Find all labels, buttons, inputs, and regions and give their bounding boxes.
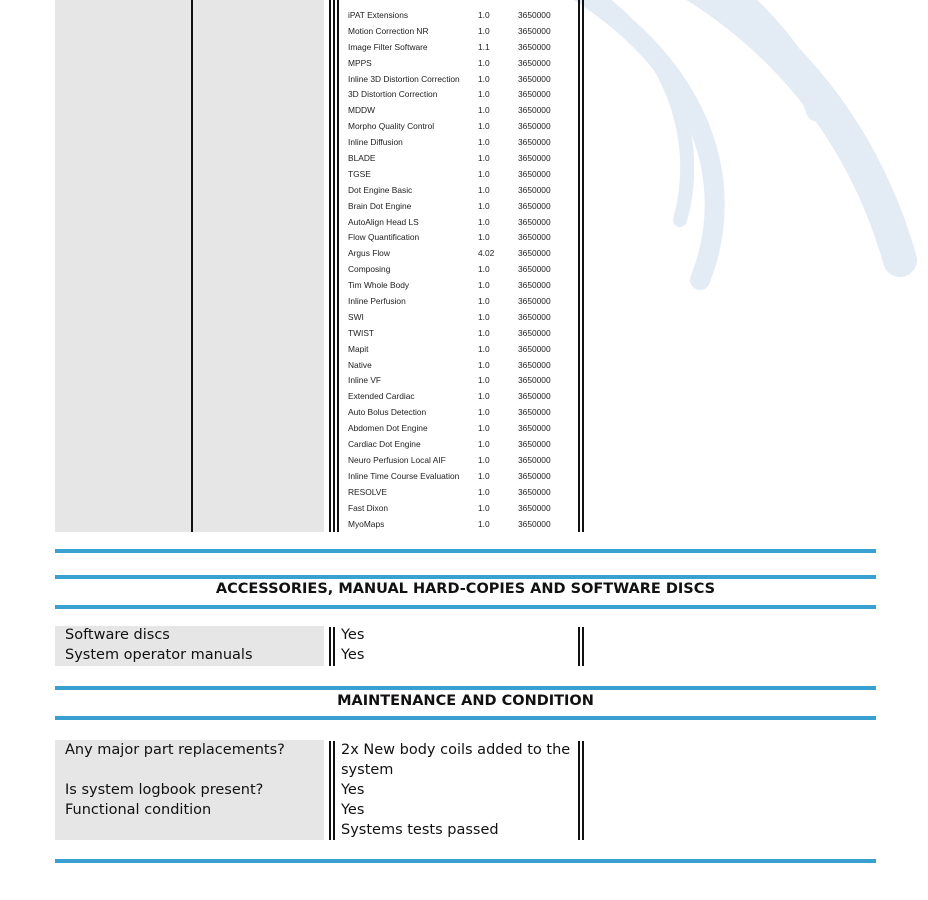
software-option-version: 1.0 (478, 105, 490, 116)
top-label-column (55, 0, 324, 532)
software-option-name: Inline Diffusion (348, 137, 403, 148)
software-option-version: 1.0 (478, 502, 490, 513)
software-option-row (348, 215, 578, 231)
software-option-row (348, 199, 578, 215)
column-divider (582, 0, 584, 532)
row-value: system (341, 762, 394, 778)
software-option-version: 1.0 (478, 168, 490, 179)
software-option-row (348, 485, 578, 501)
software-option-row (348, 453, 578, 469)
column-divider (329, 741, 331, 840)
software-option-license: 3650000 (518, 502, 551, 513)
software-option-version: 1.0 (478, 423, 490, 434)
software-option-license: 3650000 (518, 391, 551, 402)
software-option-license: 3650000 (518, 200, 551, 211)
software-option-license: 3650000 (518, 375, 551, 386)
software-option-name: MDDW (348, 105, 375, 116)
software-option-license: 3650000 (518, 296, 551, 307)
software-option-license: 3650000 (518, 359, 551, 370)
software-option-version: 1.0 (478, 486, 490, 497)
software-option-version: 1.0 (478, 232, 490, 243)
software-option-row (348, 389, 578, 405)
row-value: Yes (341, 627, 365, 643)
software-option-row (348, 167, 578, 183)
software-option-row (348, 342, 578, 358)
software-option-license: 3650000 (518, 486, 551, 497)
software-option-license: 3650000 (518, 57, 551, 68)
software-option-row (348, 135, 578, 151)
software-option-license: 3650000 (518, 454, 551, 465)
software-option-name: Image Filter Software (348, 41, 428, 52)
software-option-license: 3650000 (518, 216, 551, 227)
software-option-row (348, 469, 578, 485)
software-option-version: 1.0 (478, 391, 490, 402)
software-option-version: 1.0 (478, 375, 490, 386)
software-option-version: 1.0 (478, 264, 490, 275)
software-option-version: 1.0 (478, 57, 490, 68)
software-option-license: 3650000 (518, 10, 551, 20)
software-option-license: 3650000 (518, 232, 551, 243)
row-value: Yes (341, 647, 365, 663)
software-option-version: 1.0 (478, 153, 490, 164)
software-option-row (348, 437, 578, 453)
software-option-license: 3650000 (518, 248, 551, 259)
software-option-name: AutoAlign Head LS (348, 216, 419, 227)
software-option-row (348, 326, 578, 342)
software-option-name: BLADE (348, 153, 376, 164)
software-option-name: SWI (348, 311, 364, 322)
software-option-name: Inline Time Course Evaluation (348, 470, 460, 481)
software-option-name: TWIST (348, 327, 375, 338)
software-option-name: Neuro Perfusion Local AIF (348, 454, 446, 465)
software-option-license: 3650000 (518, 89, 551, 100)
software-option-row (348, 262, 578, 278)
software-option-name: Auto Bolus Detection (348, 407, 427, 418)
software-option-row (348, 517, 578, 533)
software-option-license: 3650000 (518, 137, 551, 148)
row-label: System operator manuals (65, 647, 253, 663)
software-option-version: 1.1 (478, 41, 490, 52)
software-option-version: 1.0 (478, 327, 490, 338)
software-option-version: 1.0 (478, 89, 490, 100)
accessories-section-title: ACCESSORIES, MANUAL HARD-COPIES AND SOFTWARE DISCS (215, 581, 716, 597)
software-option-version: 1.0 (478, 470, 490, 481)
software-option-name: Brain Dot Engine (348, 200, 412, 211)
software-option-version: 1.0 (478, 280, 490, 291)
software-option-row (348, 310, 578, 326)
column-divider (333, 741, 335, 840)
software-option-license: 3650000 (518, 311, 551, 322)
software-option-version: 1.0 (478, 311, 490, 322)
software-option-license: 3650000 (518, 168, 551, 179)
software-option-license: 3650000 (518, 25, 551, 36)
software-option-version: 1.0 (478, 439, 490, 450)
software-option-name: MPPS (348, 57, 372, 68)
software-option-name: Composing (348, 264, 391, 275)
column-divider (333, 0, 335, 532)
maintenance-section-title: MAINTENANCE AND CONDITION (337, 693, 594, 709)
section-rule (55, 605, 876, 609)
column-divider (329, 627, 331, 666)
row-value: Yes (341, 802, 365, 818)
software-option-license: 3650000 (518, 153, 551, 164)
column-divider (582, 741, 584, 840)
software-option-license: 3650000 (518, 423, 551, 434)
column-divider (191, 0, 193, 532)
section-rule (55, 686, 876, 690)
software-option-row (348, 56, 578, 72)
software-option-row (348, 294, 578, 310)
software-option-name: Argus Flow (348, 248, 390, 259)
software-option-version: 1.0 (478, 296, 490, 307)
software-option-row (348, 24, 578, 40)
software-option-name: Flow Quantification (348, 232, 420, 243)
row-label: Functional condition (65, 802, 212, 818)
software-option-license: 3650000 (518, 121, 551, 132)
software-option-name: Motion Correction NR (348, 25, 429, 36)
software-option-name: Inline Perfusion (348, 296, 406, 307)
row-label: Software discs (65, 627, 170, 643)
software-option-version: 4.02 (478, 248, 495, 259)
row-label: Is system logbook present? (65, 782, 264, 798)
software-option-license: 3650000 (518, 184, 551, 195)
software-option-row (348, 8, 578, 24)
software-option-row (348, 183, 578, 199)
software-option-license: 3650000 (518, 327, 551, 338)
software-option-name: Native (348, 359, 372, 370)
software-option-license: 3650000 (518, 264, 551, 275)
software-option-name: Abdomen Dot Engine (348, 423, 428, 434)
software-option-name: TGSE (348, 168, 371, 179)
section-rule (55, 716, 876, 720)
column-divider (578, 741, 580, 840)
software-option-version: 1.0 (478, 359, 490, 370)
column-divider (333, 627, 335, 666)
software-option-row (348, 119, 578, 135)
software-option-name: Mapit (348, 343, 369, 354)
software-option-license: 3650000 (518, 343, 551, 354)
software-option-version: 1.0 (478, 216, 490, 227)
software-option-version: 1.0 (478, 121, 490, 132)
software-option-row (348, 358, 578, 374)
column-divider (578, 0, 580, 532)
software-option-version: 1.0 (478, 343, 490, 354)
software-option-name: Inline VF (348, 375, 382, 386)
software-option-row (348, 72, 578, 88)
software-option-license: 3650000 (518, 518, 551, 529)
software-option-version: 1.0 (478, 137, 490, 148)
software-option-row (348, 151, 578, 167)
software-option-version: 1.0 (478, 454, 490, 465)
column-divider (329, 0, 331, 532)
software-option-name: Fast Dixon (348, 502, 389, 513)
software-option-name: Cardiac Dot Engine (348, 439, 421, 450)
software-option-version: 1.0 (478, 10, 490, 20)
software-option-license: 3650000 (518, 41, 551, 52)
section-rule (55, 859, 876, 863)
column-divider (337, 0, 339, 532)
column-divider (582, 627, 584, 666)
software-option-name: MyoMaps (348, 518, 385, 529)
software-option-row (348, 405, 578, 421)
software-option-license: 3650000 (518, 280, 551, 291)
software-option-name: iPAT Extensions (348, 10, 409, 20)
software-option-license: 3650000 (518, 105, 551, 116)
software-option-row (348, 278, 578, 294)
software-option-version: 1.0 (478, 407, 490, 418)
software-option-name: Tim Whole Body (348, 280, 410, 291)
software-option-version: 1.0 (478, 518, 490, 529)
software-option-name: RESOLVE (348, 486, 387, 497)
software-option-row (348, 246, 578, 262)
software-option-version: 1.0 (478, 184, 490, 195)
software-option-row (348, 421, 578, 437)
software-option-name: Morpho Quality Control (348, 121, 435, 132)
software-option-name: Dot Engine Basic (348, 184, 413, 195)
software-option-license: 3650000 (518, 470, 551, 481)
software-option-row (348, 87, 578, 103)
software-option-row (348, 501, 578, 517)
software-option-license: 3650000 (518, 439, 551, 450)
column-divider (578, 627, 580, 666)
software-option-row (348, 40, 578, 56)
row-label: Any major part replacements? (65, 742, 285, 758)
section-rule (55, 549, 876, 553)
software-option-license: 3650000 (518, 73, 551, 84)
software-option-license: 3650000 (518, 407, 551, 418)
row-value: 2x New body coils added to the (341, 742, 571, 758)
section-rule (55, 575, 876, 579)
software-option-version: 1.0 (478, 200, 490, 211)
row-value: Yes (341, 782, 365, 798)
software-option-name: Inline 3D Distortion Correction (348, 73, 460, 84)
software-options-table (348, 8, 578, 532)
software-option-row (348, 230, 578, 246)
row-value: Systems tests passed (341, 822, 499, 838)
software-option-name: Extended Cardiac (348, 391, 415, 402)
software-option-name: 3D Distortion Correction (348, 89, 438, 100)
software-option-row (348, 373, 578, 389)
software-option-row (348, 103, 578, 119)
software-option-version: 1.0 (478, 25, 490, 36)
software-option-version: 1.0 (478, 73, 490, 84)
